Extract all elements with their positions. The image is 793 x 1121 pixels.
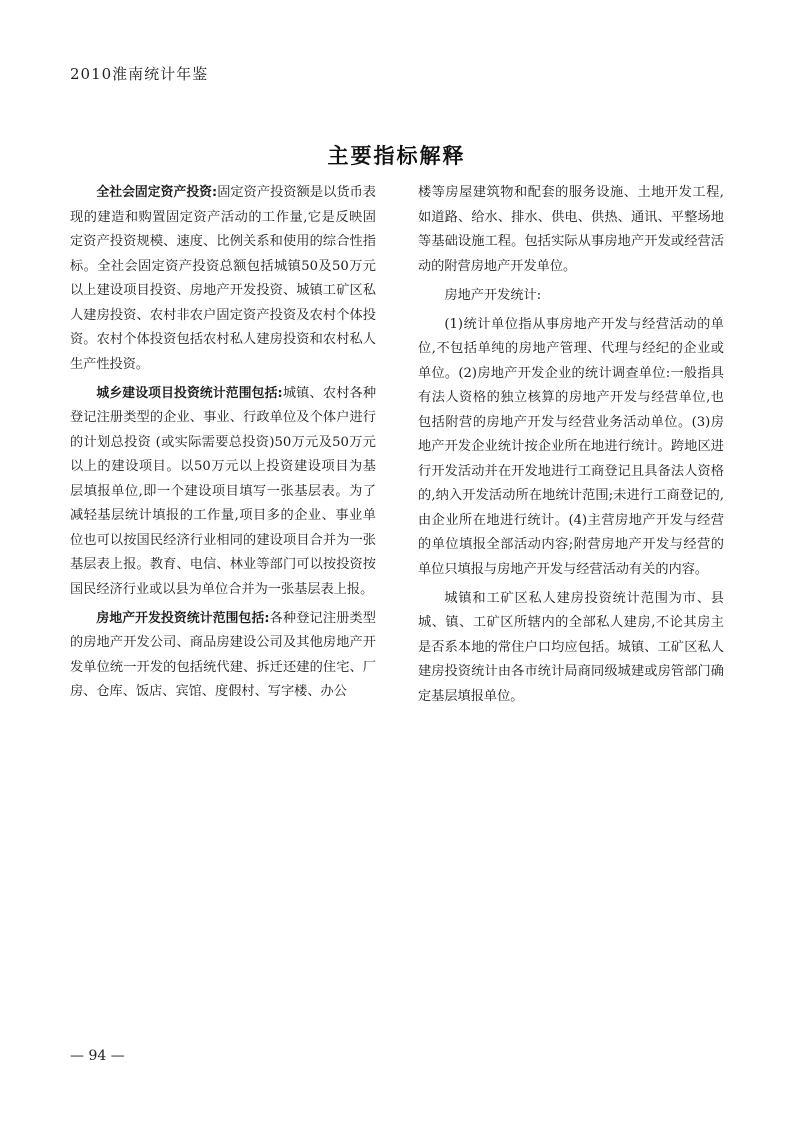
paragraph-real-estate-statistics-heading: 房地产开发统计: [444,287,542,303]
definition-construction-project-scope: 城镇、农村各种登记注册类型的企业、事业、行政单位及个体户进行的计划总投资 (或实际需要总投资)50万元及50万元以上的建设项目。以50万元以上投资建设项目为基层填报单位,即一个建设项目填写一张基层表。为了减轻基层统计填报的工作量,项目多的企业、事业单位也可以按国民经济行业相同的建设项目合并为一张基层表上报。教育、电信、林业等部门可以按投资按国民经济行业或以县为单位合并为一张基层表上报。 [70,385,377,597]
term-fixed-asset-investment: 全社会固定资产投资: [96,185,218,200]
left-column [70,181,376,709]
running-header: 2010淮南统计年鉴 [70,65,209,83]
right-column [418,181,724,714]
page-title: 主要指标解释 [327,144,466,169]
paragraph-construction-project-scope [70,382,376,603]
paragraph-real-estate-statistics-rules: (1)统计单位指从事房地产开发与经营活动的单位,不包括单纯的房地产管理、代理与经纪的企业或单位。(2)房地产开发企业的统计调查单位:一般指具有法人资格的独立核算的房地产开发与经营单位,也包括附营的房地产开发与经营业务活动单位。(3)房地产开发企业统计按企业所在地进行统计。跨地区进行开发活动并在开发地进行工商登记且具备法人资格的,纳入开发活动所在地统计范围;未进行工商登记的,由企业所在地进行统计。(4)主营房地产开发与经营的单位填报全部活动内容;附营房地产开发与经营的单位只填报与房地产开发与经营活动有关的内容。 [418,316,724,577]
paragraph-real-estate-scope [70,607,376,705]
paragraph-real-estate-scope-continued: 楼等房屋建筑物和配套的服务设施、土地开发工程,如道路、给水、排水、供电、供热、通讯、平整场地等基础设施工程。包括实际从事房地产开发或经营活动的附营房地产开发单位。 [418,185,724,274]
paragraph-private-housing-investment: 城镇和工矿区私人建房投资统计范围为市、县城、镇、工矿区所辖内的全部私人建房,不论其房主是否系本地的常住户口均应包括。城镇、工矿区私人建房投资统计由各市统计局商同级城建或房管部门确定基层填报单位。 [418,590,724,704]
page-number: — 94 — [70,1048,125,1064]
definition-real-estate-scope: 各种登记注册类型的房地产开发公司、商品房建设公司及其他房地产开发单位统一开发的包括统代建、拆迁还建的住宅、厂房、仓库、饭店、宾馆、度假村、写字楼、办公 [70,610,376,699]
term-construction-project-scope: 城乡建设项目投资统计范围包括: [96,385,283,401]
definition-fixed-asset-investment: 固定资产投资额是以货币表现的建造和购置固定资产活动的工作量,它是反映固定资产投资规模、速度、比例关系和使用的综合性指标。全社会固定资产投资总额包括城镇50及50万元以上建设项目投资、房地产开发投资、城镇工矿区私人建房投资、农村非农户固定资产投资及农村个体投资。农村个体投资包括农村私人建房投资和农村私人生产性投资。 [70,185,376,372]
paragraph-fixed-asset-investment [70,181,376,377]
term-real-estate-scope: 房地产开发投资统计范围包括: [96,610,270,626]
